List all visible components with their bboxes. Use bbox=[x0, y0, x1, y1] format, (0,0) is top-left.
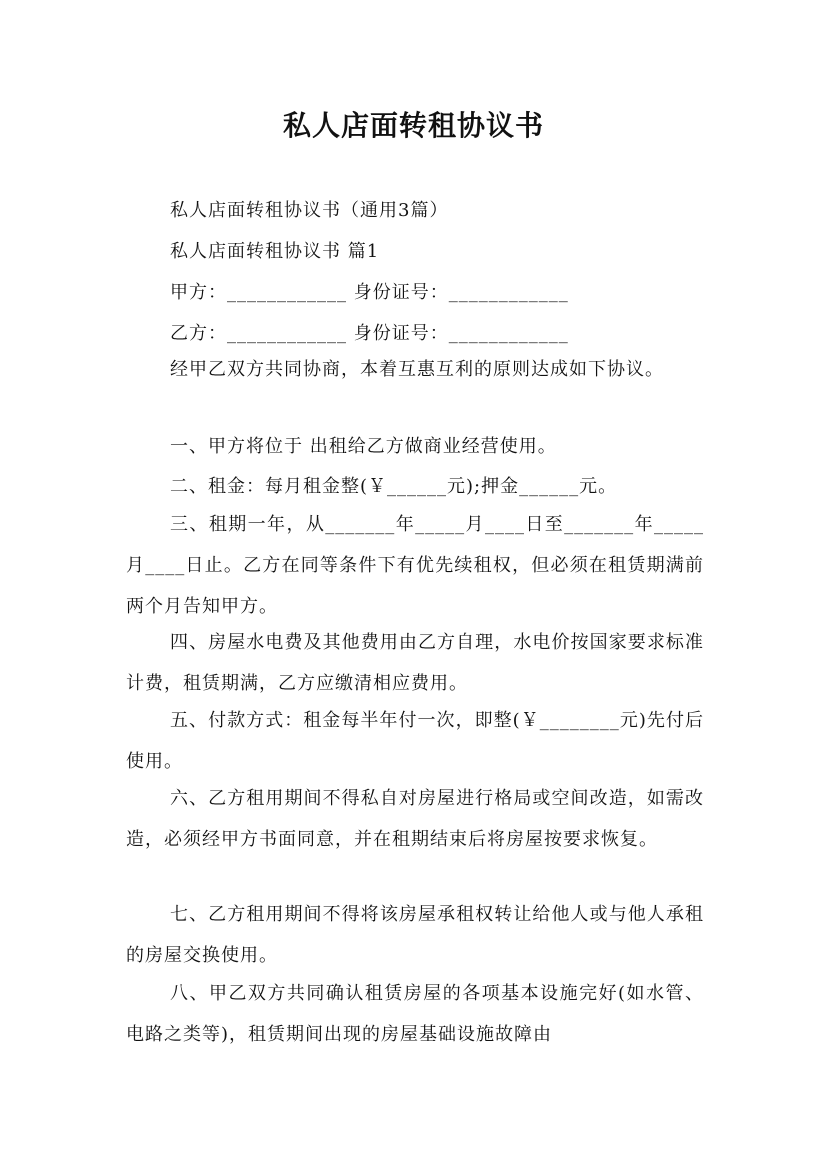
clause-5: 五、付款方式：租金每半年付一次，即整(￥________元)先付后使用。 bbox=[126, 710, 704, 772]
document-title: 私人店面转租协议书 bbox=[282, 109, 544, 142]
clause-2: 二、租金：每月租金整(￥______元);押金______元。 bbox=[170, 476, 618, 497]
clause-8: 八、甲乙双方共同确认租赁房屋的各项基本设施完好(如水管、电路之类等)，租赁期间出现的房屋基础设施故障由 bbox=[126, 983, 704, 1045]
party-a-line: 甲方：____________ 身份证号：____________ bbox=[170, 282, 569, 303]
clause-3: 三、租期一年，从_______年_____月____日至_______年_____月____日止。乙方在同等条件下有优先续租权，但必须在租赁期满前两个月告知甲方。 bbox=[126, 514, 704, 617]
section-heading: 私人店面转租协议书 篇1 bbox=[170, 241, 380, 262]
clause-1: 一、甲方将位于 出租给乙方做商业经营使用。 bbox=[170, 436, 557, 457]
clause-6: 六、乙方租用期间不得私自对房屋进行格局或空间改造，如需改造，必须经甲方书面同意，并在租期结束后将房屋按要求恢复。 bbox=[126, 788, 704, 850]
clause-4: 四、房屋水电费及其他费用由乙方自理，水电价按国家要求标准计费，租赁期满，乙方应缴清相应费用。 bbox=[126, 632, 704, 694]
party-b-line: 乙方：____________ 身份证号：____________ bbox=[170, 323, 569, 344]
clause-7: 七、乙方租用期间不得将该房屋承租权转让给他人或与他人承租的房屋交换使用。 bbox=[126, 904, 704, 966]
intro-paragraph: 经甲乙双方共同协商，本着互惠互利的原则达成如下协议。 bbox=[170, 359, 664, 380]
subtitle-paragraph: 私人店面转租协议书（通用3篇） bbox=[170, 200, 449, 221]
